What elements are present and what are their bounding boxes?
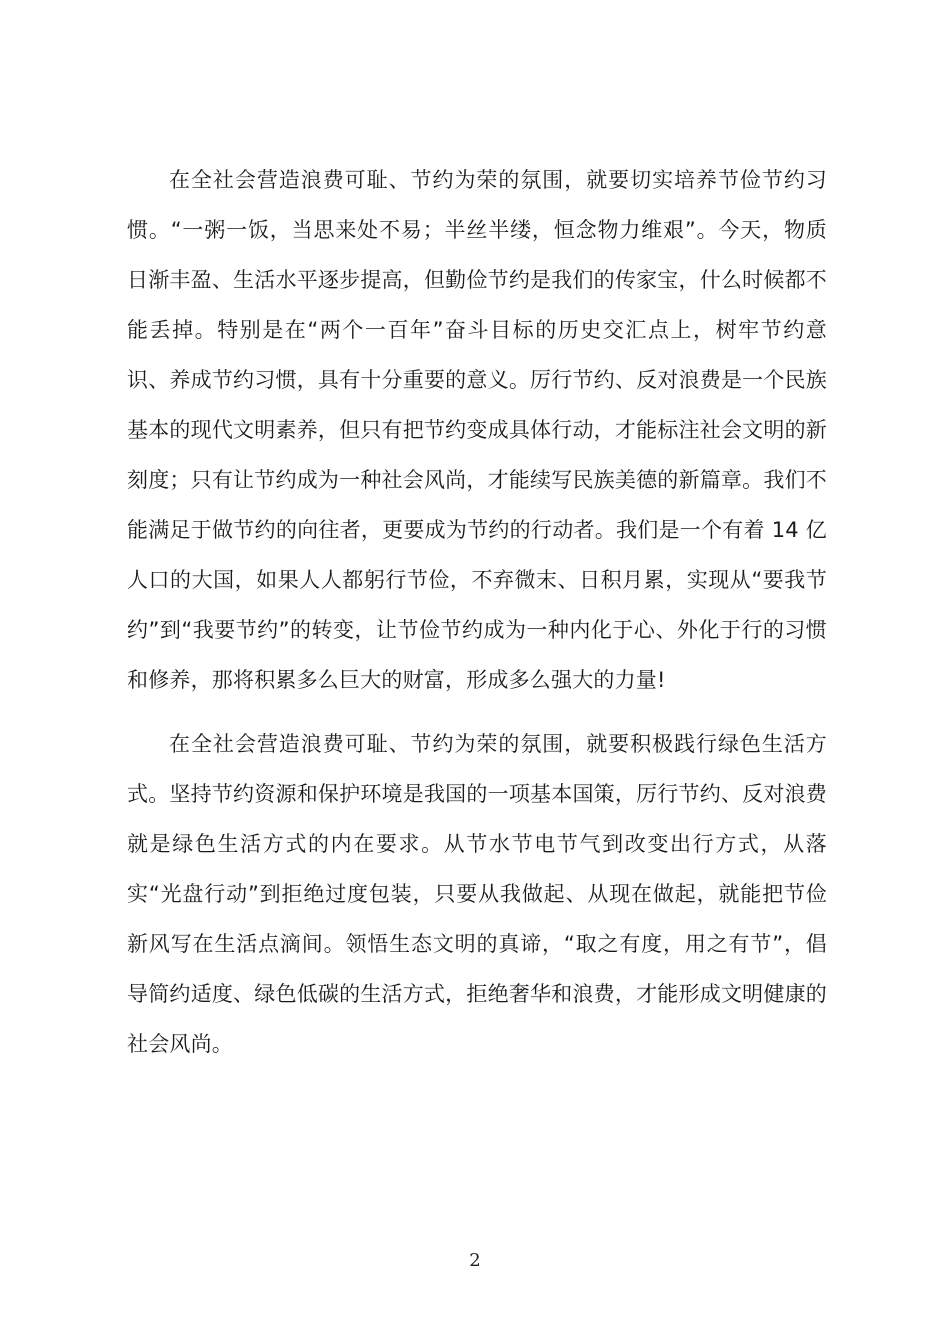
body-text — [127, 155, 827, 1069]
paragraph-1: 在全社会营造浪费可耻、节约为荣的氛围，就要切实培养节俭节约习惯。“一粥一饭，当思来处不易；半丝半缕，恒念物力维艰”。今天，物质日渐丰盈、生活水平逐步提高，但勤俭节约是我们的传家宝，什么时候都不能丢掉。特别是在“两个一百年”奋斗目标的历史交汇点上，树牢节约意识、养成节约习惯，具有十分重要的意义。厉行节约、反对浪费是一个民族基本的现代文明素养，但只有把节约变成具体行动，才能标注社会文明的新刻度；只有让节约成为一种社会风尚，才能续写民族美德的新篇章。我们不能满足于做节约的向往者，更要成为节约的行动者。我们是一个有着 14 亿人口的大国，如果人人都躬行节俭，不弃微末、日积月累，实现从“要我节约”到“我要节约”的转变，让节俭节约成为一种内化于心、外化于行的习惯和修养，那将积累多么巨大的财富，形成多么强大的力量! — [127, 168, 827, 692]
paragraph-2: 在全社会营造浪费可耻、节约为荣的氛围，就要积极践行绿色生活方式。坚持节约资源和保护环境是我国的一项基本国策，厉行节约、反对浪费就是绿色生活方式的内在要求。从节水节电节气到改变出行方式，从落实“光盘行动”到拒绝过度包装，只要从我做起、从现在做起，就能把节俭新风写在生活点滴间。领悟生态文明的真谛，“取之有度，用之有节”，倡导简约适度、绿色低碳的生活方式，拒绝奢华和浪费，才能形成文明健康的社会风尚。 — [127, 732, 827, 1056]
page-number: 2 — [469, 1250, 481, 1271]
